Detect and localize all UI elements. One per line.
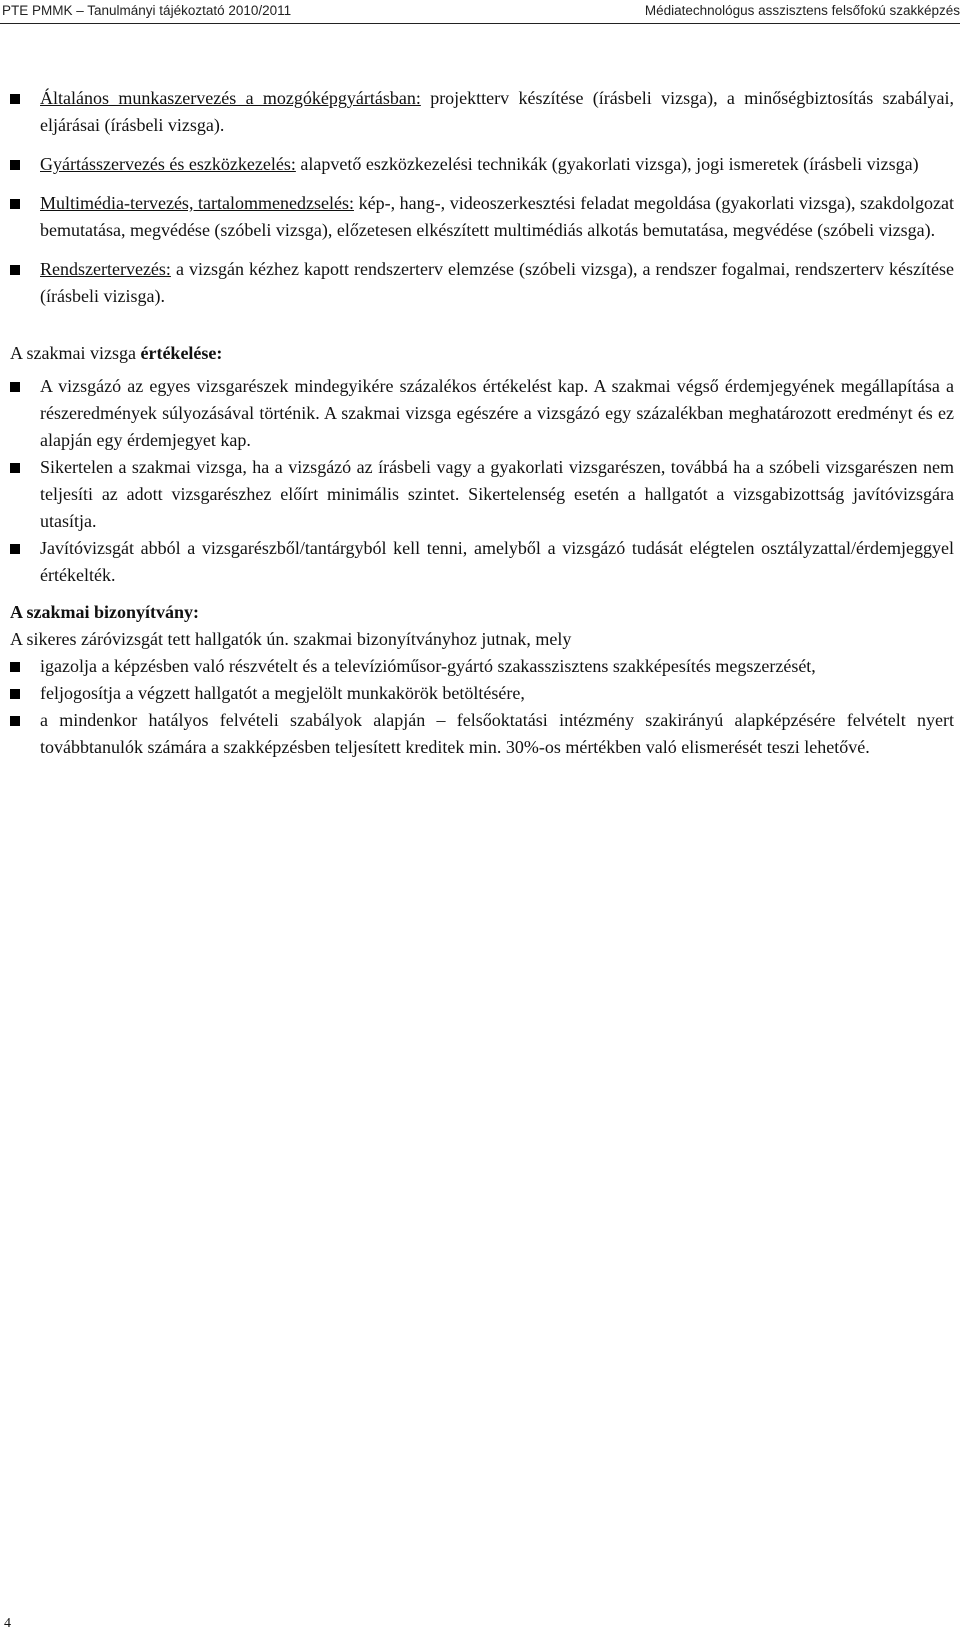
square-bullet-icon [10, 265, 20, 275]
header-left-text: PTE PMMK – Tanulmányi tájékoztató 2010/2011 [2, 3, 292, 18]
exam-item [10, 256, 954, 310]
square-bullet-icon [10, 199, 20, 209]
evaluation-item-text: A vizsgázó az egyes vizsgarészek mindegyikére százalékos értékelést kap. A szakmai végső érdemjegyének megállapítása a részeredmények súlyozásával történik. A szakmai vizsga egészére a vizsgázó egy százalékban meghatározott eredményt és ez alapján egy érdemjegyet kap. [40, 376, 954, 450]
exam-items-list [10, 85, 954, 310]
exam-item-label: Gyártásszervezés és eszközkezelés: [40, 154, 296, 174]
evaluation-item [10, 454, 954, 535]
square-bullet-icon [10, 382, 20, 392]
evaluation-item [10, 373, 954, 454]
exam-item-text: a vizsgán kézhez kapott rendszerterv elemzése (szóbeli vizsga), a rendszer fogalmai, rendszerterv készítése (írásbeli vizisga). [40, 259, 954, 306]
certificate-heading [10, 599, 954, 626]
page-header [0, 0, 960, 26]
certificate-item [10, 680, 954, 707]
evaluation-item [10, 535, 954, 589]
evaluation-section [10, 340, 954, 589]
square-bullet-icon [10, 544, 20, 554]
square-bullet-icon [10, 160, 20, 170]
evaluation-heading [10, 340, 954, 367]
document-body [10, 85, 954, 761]
certificate-heading-text: A szakmai bizonyítvány: [10, 602, 200, 622]
certificate-intro: A sikeres záróvizsgát tett hallgatók ún. szakmai bizonyítványhoz jutnak, mely [10, 629, 572, 649]
evaluation-item-text: Javítóvizsgát abból a vizsgarészből/tantárgyból kell tenni, amelyből a vizsgázó tudását elégtelen osztályzattal/érdemjeggyel értékelték. [40, 538, 954, 585]
exam-item [10, 190, 954, 244]
certificate-item-text: igazolja a képzésben való részvételt és a televízióműsor-gyártó szakasszisztens szakképesítés megszerzését, [40, 656, 816, 676]
square-bullet-icon [10, 463, 20, 473]
evaluation-heading-plain: A szakmai vizsga [10, 343, 141, 363]
evaluation-heading-bold: értékelése: [140, 343, 223, 363]
header-right-text: Médiatechnológus asszisztens felsőfokú szakképzés [644, 3, 960, 18]
evaluation-item-text: Sikertelen a szakmai vizsga, ha a vizsgázó az írásbeli vagy a gyakorlati vizsgarészen, továbbá ha a szóbeli vizsgarészen nem teljesíti az adott vizsgarészhez előírt minimális szintet. Sikertelenség esetén a hallgatót a vizsgabizottság javítóvizsgára utasítja. [40, 457, 954, 531]
exam-item [10, 151, 954, 178]
page-number: 4 [4, 1616, 11, 1631]
square-bullet-icon [10, 716, 20, 726]
square-bullet-icon [10, 689, 20, 699]
header-rule [0, 23, 960, 24]
exam-item [10, 85, 954, 139]
exam-item-text: kép-, hang-, videoszerkesztési feladat megoldása (gyakorlati vizsga), szakdolgozat bemutatása, megvédése (szóbeli vizsga), előzetesen elkészített multimédiás alkotás bemutatása, megvédése (szóbeli vizsga). [40, 193, 955, 240]
exam-item-label: Rendszertervezés: [40, 259, 171, 279]
exam-item-text: projektterv készítése (írásbeli vizsga), a minőségbiztosítás szabályai, eljárásai (írásbeli vizsga). [40, 88, 954, 135]
exam-item-label: Multimédia-tervezés, tartalommenedzselés: [40, 193, 354, 213]
certificate-item [10, 653, 954, 680]
certificate-section [10, 599, 954, 761]
certificate-item-text: a mindenkor hatályos felvételi szabályok alapján – felsőoktatási intézmény szakirányú alapképzésére felvételt nyert továbbtanulók számára a szakképzésben teljesített kreditek min. 30%-os mértékben való elismerését teszi lehetővé. [40, 710, 954, 757]
exam-item-text: alapvető eszközkezelési technikák (gyakorlati vizsga), jogi ismeretek (írásbeli vizsga) [295, 154, 919, 174]
square-bullet-icon [10, 94, 20, 104]
certificate-item [10, 707, 954, 761]
square-bullet-icon [10, 662, 20, 672]
exam-item-label: Általános munkaszervezés a mozgóképgyártásban: [40, 88, 421, 108]
certificate-item-text: feljogosítja a végzett hallgatót a megjelölt munkakörök betöltésére, [40, 683, 525, 703]
